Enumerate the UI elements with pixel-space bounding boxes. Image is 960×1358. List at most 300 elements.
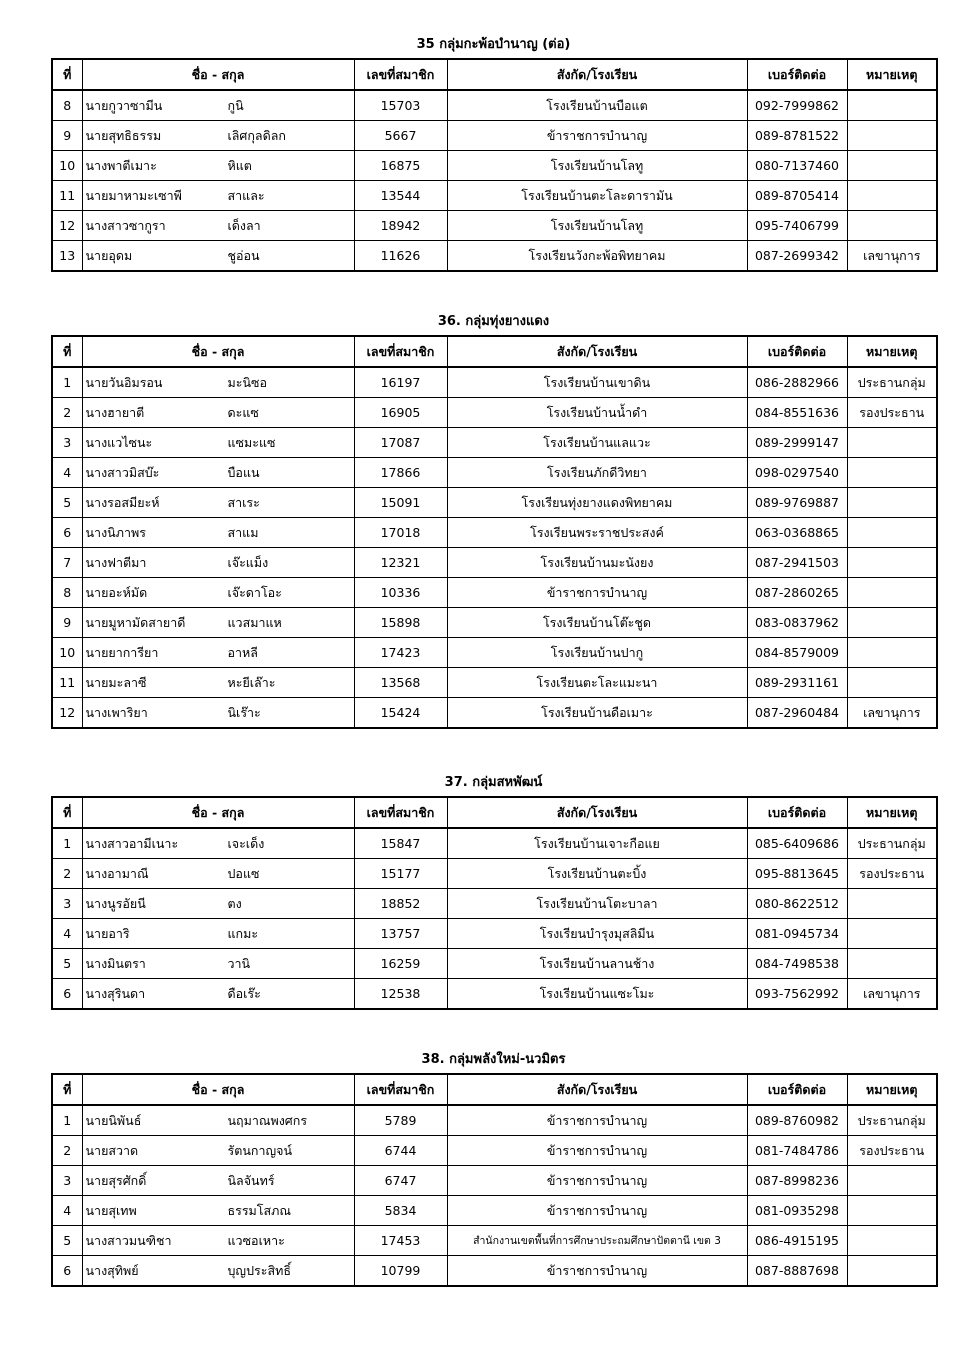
- row-number: 4: [52, 1196, 82, 1226]
- first-name: นายมะลาซี: [85, 674, 147, 690]
- member-id: 17423: [354, 638, 447, 668]
- header-school: สังกัด/โรงเรียน: [447, 797, 747, 828]
- first-name: นางอามาณี: [85, 865, 149, 881]
- school-name: ข้าราชการบำนาญ: [447, 1105, 747, 1136]
- member-name: [82, 1256, 354, 1287]
- member-name: [82, 211, 354, 241]
- row-number: 5: [52, 1226, 82, 1256]
- last-name: สาเระ: [227, 494, 260, 510]
- first-name: นายมูหามัดสายาดี: [85, 614, 186, 630]
- first-name: นายนิพันธ์: [85, 1112, 142, 1128]
- last-name: แวสมาแห: [227, 614, 282, 630]
- row-number: 3: [52, 889, 82, 919]
- header-no: ที่: [52, 797, 82, 828]
- header-phone: เบอร์ติดต่อ: [747, 336, 847, 367]
- table-row: [52, 828, 937, 859]
- note: [847, 949, 937, 979]
- school-name: ข้าราชการบำนาญ: [447, 1196, 747, 1226]
- member-name: [82, 151, 354, 181]
- school-name: โรงเรียนบ้านโตะบาลา: [447, 889, 747, 919]
- row-number: 5: [52, 949, 82, 979]
- note: เลขานุการ: [847, 979, 937, 1010]
- note: [847, 548, 937, 578]
- row-number: 7: [52, 548, 82, 578]
- note: [847, 211, 937, 241]
- member-id: 13544: [354, 181, 447, 211]
- row-number: 1: [52, 367, 82, 398]
- first-name: นางนิภาพร: [85, 524, 146, 540]
- member-name: [82, 919, 354, 949]
- last-name: สาและ: [227, 187, 265, 203]
- last-name: ดะแซ: [227, 404, 259, 420]
- member-name: [82, 828, 354, 859]
- header-member-id: เลขที่สมาชิก: [354, 1074, 447, 1105]
- phone-number: 093-7562992: [747, 979, 847, 1010]
- school-name: โรงเรียนบ้านเขาดิน: [447, 367, 747, 398]
- phone-number: 081-7484786: [747, 1136, 847, 1166]
- table-row: [52, 398, 937, 428]
- last-name: หะยีเล๊าะ: [227, 674, 276, 690]
- phone-number: 081-0935298: [747, 1196, 847, 1226]
- member-name: [82, 1166, 354, 1196]
- member-id: 5667: [354, 121, 447, 151]
- row-number: 10: [52, 638, 82, 668]
- school-name: โรงเรียนบ้านมะนังยง: [447, 548, 747, 578]
- section-0: [51, 34, 936, 272]
- last-name: นิลจันทร์: [227, 1172, 275, 1188]
- header-member-id: เลขที่สมาชิก: [354, 336, 447, 367]
- member-name: [82, 859, 354, 889]
- member-id: 15091: [354, 488, 447, 518]
- header-phone: เบอร์ติดต่อ: [747, 797, 847, 828]
- note: เลขานุการ: [847, 241, 937, 272]
- first-name: นางสาวมิสบ๊ะ: [85, 464, 160, 480]
- table-row: [52, 518, 937, 548]
- member-id: 17866: [354, 458, 447, 488]
- row-number: 10: [52, 151, 82, 181]
- note: [847, 889, 937, 919]
- table-row: [52, 949, 937, 979]
- header-school: สังกัด/โรงเรียน: [447, 336, 747, 367]
- phone-number: 095-7406799: [747, 211, 847, 241]
- school-name: โรงเรียนบ้านตะบิ้ง: [447, 859, 747, 889]
- header-name: ชื่อ - สกุล: [82, 336, 354, 367]
- member-id: 5834: [354, 1196, 447, 1226]
- phone-number: 081-0945734: [747, 919, 847, 949]
- phone-number: 084-8551636: [747, 398, 847, 428]
- phone-number: 080-8622512: [747, 889, 847, 919]
- member-name: [82, 488, 354, 518]
- school-name: โรงเรียนบ้านน้ำดำ: [447, 398, 747, 428]
- row-number: 2: [52, 398, 82, 428]
- school-name: โรงเรียนบ้านตะโละดารามัน: [447, 181, 747, 211]
- member-name: [82, 1136, 354, 1166]
- member-id: 13757: [354, 919, 447, 949]
- last-name: วานิ: [227, 955, 251, 971]
- member-name: [82, 398, 354, 428]
- last-name: กูนิ: [227, 97, 244, 113]
- last-name: รัตนกาญจน์: [227, 1142, 292, 1158]
- member-name: [82, 578, 354, 608]
- school-name: โรงเรียนบ้านโลทู: [447, 211, 747, 241]
- first-name: นางสาวอามีเนาะ: [85, 835, 179, 851]
- table-row: [52, 367, 937, 398]
- school-name: โรงเรียนบ้านเจาะกือแย: [447, 828, 747, 859]
- last-name: บือแน: [227, 464, 260, 480]
- note: เลขานุการ: [847, 698, 937, 729]
- member-id: 18942: [354, 211, 447, 241]
- table-header-row: [52, 59, 937, 90]
- member-name: [82, 241, 354, 272]
- member-name: [82, 428, 354, 458]
- school-name: โรงเรียนบำรุงมุสลิมีน: [447, 919, 747, 949]
- first-name: นางฟาตีมา: [85, 554, 147, 570]
- table-row: [52, 548, 937, 578]
- table-row: [52, 1136, 937, 1166]
- row-number: 6: [52, 979, 82, 1010]
- row-number: 2: [52, 859, 82, 889]
- school-name: โรงเรียนทุ่งยางแดงพิทยาคม: [447, 488, 747, 518]
- table-row: [52, 1105, 937, 1136]
- member-id: 15847: [354, 828, 447, 859]
- school-name: ข้าราชการบำนาญ: [447, 578, 747, 608]
- note: ประธานกลุ่ม: [847, 828, 937, 859]
- last-name: ปอแซ: [227, 865, 260, 881]
- member-id: 18852: [354, 889, 447, 919]
- table-row: [52, 241, 937, 272]
- school-name: ข้าราชการบำนาญ: [447, 121, 747, 151]
- row-number: 1: [52, 1105, 82, 1136]
- school-name: โรงเรียนวังกะพ้อพิทยาคม: [447, 241, 747, 272]
- last-name: เลิศกุลดิลก: [227, 127, 286, 143]
- member-name: [82, 458, 354, 488]
- last-name: แกมะ: [227, 925, 259, 941]
- member-id: 15424: [354, 698, 447, 729]
- first-name: นายอะห์มัด: [85, 584, 148, 600]
- school-name: โรงเรียนตะโละแมะนา: [447, 668, 747, 698]
- last-name: ธรรมโสภณ: [227, 1202, 291, 1218]
- table-row: [52, 698, 937, 729]
- note: รองประธาน: [847, 859, 937, 889]
- table-header-row: [52, 1074, 937, 1105]
- table-header-row: [52, 336, 937, 367]
- section-title: 36. กลุ่มทุ่งยางแดง: [437, 314, 550, 329]
- table-header-row: [52, 797, 937, 828]
- school-name: โรงเรียนบ้านลานช้าง: [447, 949, 747, 979]
- phone-number: 087-2960484: [747, 698, 847, 729]
- last-name: อาหลี: [227, 644, 258, 660]
- phone-number: 083-0837962: [747, 608, 847, 638]
- phone-number: 087-2860265: [747, 578, 847, 608]
- table-row: [52, 1166, 937, 1196]
- table-row: [52, 608, 937, 638]
- header-no: ที่: [52, 1074, 82, 1105]
- header-note: หมายเหตุ: [847, 59, 937, 90]
- phone-number: 084-7498538: [747, 949, 847, 979]
- first-name: นางมินตรา: [85, 955, 146, 971]
- last-name: นิเร๊าะ: [227, 704, 261, 720]
- table-row: [52, 578, 937, 608]
- school-name: โรงเรียนบ้านโต๊ะชูด: [447, 608, 747, 638]
- phone-number: 089-9769887: [747, 488, 847, 518]
- first-name: นายวันอิมรอน: [85, 374, 163, 390]
- note: [847, 518, 937, 548]
- member-id: 5789: [354, 1105, 447, 1136]
- table-row: [52, 1196, 937, 1226]
- member-name: [82, 698, 354, 729]
- header-member-id: เลขที่สมาชิก: [354, 59, 447, 90]
- school-name: โรงเรียนบ้านแลแวะ: [447, 428, 747, 458]
- last-name: มะนิซอ: [227, 374, 267, 390]
- table-row: [52, 458, 937, 488]
- row-number: 9: [52, 121, 82, 151]
- header-note: หมายเหตุ: [847, 336, 937, 367]
- member-id: 15703: [354, 90, 447, 121]
- row-number: 8: [52, 578, 82, 608]
- row-number: 6: [52, 518, 82, 548]
- member-id: 12538: [354, 979, 447, 1010]
- member-name: [82, 889, 354, 919]
- last-name: เจะเด็ง: [227, 835, 265, 851]
- table-row: [52, 181, 937, 211]
- member-id: 16197: [354, 367, 447, 398]
- table-row: [52, 919, 937, 949]
- row-number: 9: [52, 608, 82, 638]
- first-name: นางสุทิพย์: [85, 1262, 139, 1278]
- note: รองประธาน: [847, 1136, 937, 1166]
- note: [847, 1226, 937, 1256]
- section-3: [51, 1049, 936, 1287]
- row-number: 3: [52, 428, 82, 458]
- member-id: 12321: [354, 548, 447, 578]
- school-name: โรงเรียนบ้านโลทู: [447, 151, 747, 181]
- member-name: [82, 548, 354, 578]
- header-name: ชื่อ - สกุล: [82, 59, 354, 90]
- first-name: นางแวไซนะ: [85, 434, 153, 450]
- phone-number: 089-8781522: [747, 121, 847, 151]
- note: ประธานกลุ่ม: [847, 367, 937, 398]
- phone-number: 087-8887698: [747, 1256, 847, 1287]
- row-number: 1: [52, 828, 82, 859]
- first-name: นายสุทธิธรรม: [85, 127, 162, 143]
- member-id: 17087: [354, 428, 447, 458]
- first-name: นางฮายาตี: [85, 404, 145, 420]
- phone-number: 084-8579009: [747, 638, 847, 668]
- table-row: [52, 859, 937, 889]
- member-table: [51, 58, 938, 272]
- school-name: สำนักงานเขตพื้นที่การศึกษาประถมศึกษาปัตตานี เขต 3: [447, 1226, 747, 1256]
- member-name: [82, 668, 354, 698]
- member-id: 17453: [354, 1226, 447, 1256]
- note: [847, 181, 937, 211]
- table-row: [52, 211, 937, 241]
- header-no: ที่: [52, 59, 82, 90]
- row-number: 11: [52, 668, 82, 698]
- note: [847, 488, 937, 518]
- last-name: ดือเร๊ะ: [227, 985, 261, 1001]
- member-id: 6744: [354, 1136, 447, 1166]
- first-name: นางพาตีเมาะ: [85, 157, 157, 173]
- note: [847, 608, 937, 638]
- school-name: โรงเรียนบ้านบือแต: [447, 90, 747, 121]
- school-name: ข้าราชการบำนาญ: [447, 1166, 747, 1196]
- member-id: 15177: [354, 859, 447, 889]
- phone-number: 080-7137460: [747, 151, 847, 181]
- last-name: สาแม: [227, 524, 259, 540]
- section-2: [51, 772, 936, 1010]
- note: [847, 121, 937, 151]
- member-id: 11626: [354, 241, 447, 272]
- table-row: [52, 979, 937, 1010]
- first-name: นางสุรินดา: [85, 985, 146, 1001]
- member-name: [82, 979, 354, 1010]
- first-name: นายอุดม: [85, 247, 133, 263]
- last-name: ชูอ่อน: [227, 247, 260, 263]
- phone-number: 087-2699342: [747, 241, 847, 272]
- first-name: นายสุเทพ: [85, 1202, 137, 1218]
- member-name: [82, 367, 354, 398]
- member-id: 17018: [354, 518, 447, 548]
- row-number: 4: [52, 458, 82, 488]
- header-no: ที่: [52, 336, 82, 367]
- header-note: หมายเหตุ: [847, 1074, 937, 1105]
- member-id: 16905: [354, 398, 447, 428]
- phone-number: 063-0368865: [747, 518, 847, 548]
- row-number: 11: [52, 181, 82, 211]
- first-name: นางนูรอัยนี: [85, 895, 146, 911]
- note: [847, 668, 937, 698]
- note: [847, 458, 937, 488]
- school-name: โรงเรียนบ้านแซะโมะ: [447, 979, 747, 1010]
- first-name: นายสวาด: [85, 1142, 139, 1158]
- section-title: 35 กลุ่มกะพ้อบำนาญ (ต่อ): [416, 37, 571, 52]
- member-id: 16875: [354, 151, 447, 181]
- member-id: 15898: [354, 608, 447, 638]
- last-name: แซมะแซ: [227, 434, 276, 450]
- row-number: 2: [52, 1136, 82, 1166]
- phone-number: 095-8813645: [747, 859, 847, 889]
- table-row: [52, 1256, 937, 1287]
- section-title: 38. กลุ่มพลังใหม่-นวมิตร: [421, 1052, 566, 1067]
- row-number: 5: [52, 488, 82, 518]
- member-name: [82, 90, 354, 121]
- note: [847, 919, 937, 949]
- first-name: นายอาริ: [85, 925, 130, 941]
- last-name: เจ๊ะดาโอะ: [227, 584, 282, 600]
- note: รองประธาน: [847, 398, 937, 428]
- last-name: เจ๊ะแม็ง: [227, 554, 269, 570]
- phone-number: 089-2931161: [747, 668, 847, 698]
- school-name: โรงเรียนบ้านดือเมาะ: [447, 698, 747, 729]
- last-name: นฤมาณพงศกร: [227, 1112, 308, 1128]
- table-row: [52, 428, 937, 458]
- note: [847, 578, 937, 608]
- member-name: [82, 181, 354, 211]
- table-row: [52, 889, 937, 919]
- member-table: [51, 1073, 938, 1287]
- first-name: นางเพาริยา: [85, 704, 148, 720]
- row-number: 13: [52, 241, 82, 272]
- last-name: ตง: [227, 895, 242, 911]
- table-row: [52, 121, 937, 151]
- member-name: [82, 949, 354, 979]
- header-school: สังกัด/โรงเรียน: [447, 59, 747, 90]
- phone-number: 087-2941503: [747, 548, 847, 578]
- member-id: 13568: [354, 668, 447, 698]
- note: [847, 1166, 937, 1196]
- note: [847, 90, 937, 121]
- note: ประธานกลุ่ม: [847, 1105, 937, 1136]
- row-number: 8: [52, 90, 82, 121]
- note: [847, 1256, 937, 1287]
- school-name: โรงเรียนบ้านปากู: [447, 638, 747, 668]
- school-name: ข้าราชการบำนาญ: [447, 1256, 747, 1287]
- last-name: แวซอเหาะ: [227, 1232, 285, 1248]
- school-name: โรงเรียนภักดีวิทยา: [447, 458, 747, 488]
- first-name: นางรอสมียะห์: [85, 494, 160, 510]
- header-phone: เบอร์ติดต่อ: [747, 1074, 847, 1105]
- member-table: [51, 335, 938, 729]
- phone-number: 089-8760982: [747, 1105, 847, 1136]
- row-number: 12: [52, 211, 82, 241]
- member-name: [82, 1105, 354, 1136]
- header-school: สังกัด/โรงเรียน: [447, 1074, 747, 1105]
- member-name: [82, 1196, 354, 1226]
- phone-number: 085-6409686: [747, 828, 847, 859]
- last-name: บุญประสิทธิ์: [227, 1262, 291, 1278]
- header-name: ชื่อ - สกุล: [82, 797, 354, 828]
- note: [847, 151, 937, 181]
- table-row: [52, 668, 937, 698]
- note: [847, 1196, 937, 1226]
- header-name: ชื่อ - สกุล: [82, 1074, 354, 1105]
- phone-number: 086-4915195: [747, 1226, 847, 1256]
- first-name: นายสุรศักดิ์: [85, 1172, 147, 1188]
- phone-number: 086-2882966: [747, 367, 847, 398]
- header-note: หมายเหตุ: [847, 797, 937, 828]
- member-table: [51, 796, 938, 1010]
- member-id: 16259: [354, 949, 447, 979]
- member-id: 6747: [354, 1166, 447, 1196]
- school-name: โรงเรียนพระราชประสงค์: [447, 518, 747, 548]
- row-number: 12: [52, 698, 82, 729]
- table-row: [52, 638, 937, 668]
- first-name: นางสาวซากูรา: [85, 217, 166, 233]
- phone-number: 089-8705414: [747, 181, 847, 211]
- member-name: [82, 1226, 354, 1256]
- table-row: [52, 151, 937, 181]
- first-name: นางสาวมนฑิชา: [85, 1232, 172, 1248]
- note: [847, 638, 937, 668]
- last-name: หิแต: [227, 157, 252, 173]
- member-name: [82, 608, 354, 638]
- row-number: 4: [52, 919, 82, 949]
- table-row: [52, 90, 937, 121]
- phone-number: 098-0297540: [747, 458, 847, 488]
- member-name: [82, 518, 354, 548]
- table-row: [52, 488, 937, 518]
- phone-number: 089-2999147: [747, 428, 847, 458]
- first-name: นายมาหามะเซาพี: [85, 187, 182, 203]
- member-id: 10799: [354, 1256, 447, 1287]
- school-name: ข้าราชการบำนาญ: [447, 1136, 747, 1166]
- note: [847, 428, 937, 458]
- phone-number: 092-7999862: [747, 90, 847, 121]
- table-row: [52, 1226, 937, 1256]
- first-name: นายยาการียา: [85, 644, 159, 660]
- first-name: นายกูวาซามีน: [85, 97, 163, 113]
- member-id: 10336: [354, 578, 447, 608]
